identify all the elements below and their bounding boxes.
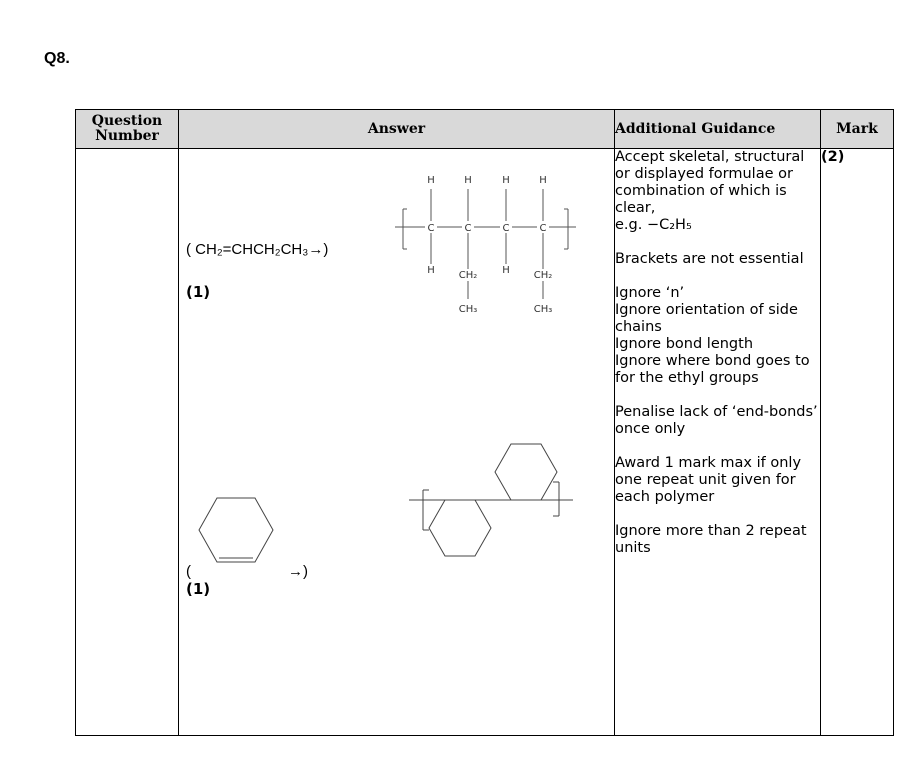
header-mark: Mark [821,110,894,149]
guidance-line: e.g. −C₂H₅ [615,217,692,233]
part1-mark: (1) [186,283,211,301]
h-label: H [502,175,510,186]
h-label: H [539,175,547,186]
h-label: H [427,265,435,276]
polymer-structure-2 [407,434,577,574]
mark-cell: (2) [821,149,894,736]
upper-ring [495,444,557,500]
answer-row [76,149,894,736]
c-label: C [502,223,510,234]
answer-cell [179,149,615,736]
monomer-formula-1: ( CH₂=CHCH₂CH₃→) [186,241,329,258]
header-guidance: Additional Guidance [615,110,821,149]
guidance-line: Ignore orientation of side chains [615,302,798,335]
question-number-cell [76,149,179,736]
mark-scheme-table [75,109,894,736]
h-label: H [502,265,510,276]
guidance-line: Penalise lack of ‘end-bonds’ once only [615,404,818,437]
header-question-number: Question Number [76,110,179,149]
guidance-line: Ignore bond length [615,336,754,352]
ch2-label: CH₂ [533,270,553,281]
header-row [76,110,894,149]
c-label: C [464,223,472,234]
part2-open-bracket: ( [186,563,191,580]
polymer-structure-1 [391,169,581,299]
c-label: C [427,223,435,234]
ch2-label: CH₂ [458,270,478,281]
guidance-line: Award 1 mark max if only one repeat unit given for each polymer [615,455,802,505]
c-label: C [539,223,547,234]
guidance-line: Accept skeletal, structural or displayed formulae or combination of which is clear, [615,149,805,216]
polymer1-methyl-groups [451,302,561,322]
cyclohexene-structure [197,484,277,574]
part2-arrow: →) [288,563,308,580]
guidance-cell [615,149,821,736]
header-answer: Answer [179,110,615,149]
ch3-label: CH₃ [458,304,478,315]
lower-ring [429,500,491,556]
guidance-line: Ignore ‘n’ [615,285,685,301]
guidance-line: Brackets are not essential [615,251,804,267]
guidance-line: Ignore more than 2 repeat units [615,523,807,556]
question-label: Q8. [44,50,70,67]
polymer1-bonds [395,189,576,299]
guidance-line: Ignore where bond goes to for the ethyl groups [615,353,810,386]
h-label: H [427,175,435,186]
part2-mark: (1) [186,580,211,598]
h-label: H [464,175,472,186]
ch3-label: CH₃ [533,304,553,315]
